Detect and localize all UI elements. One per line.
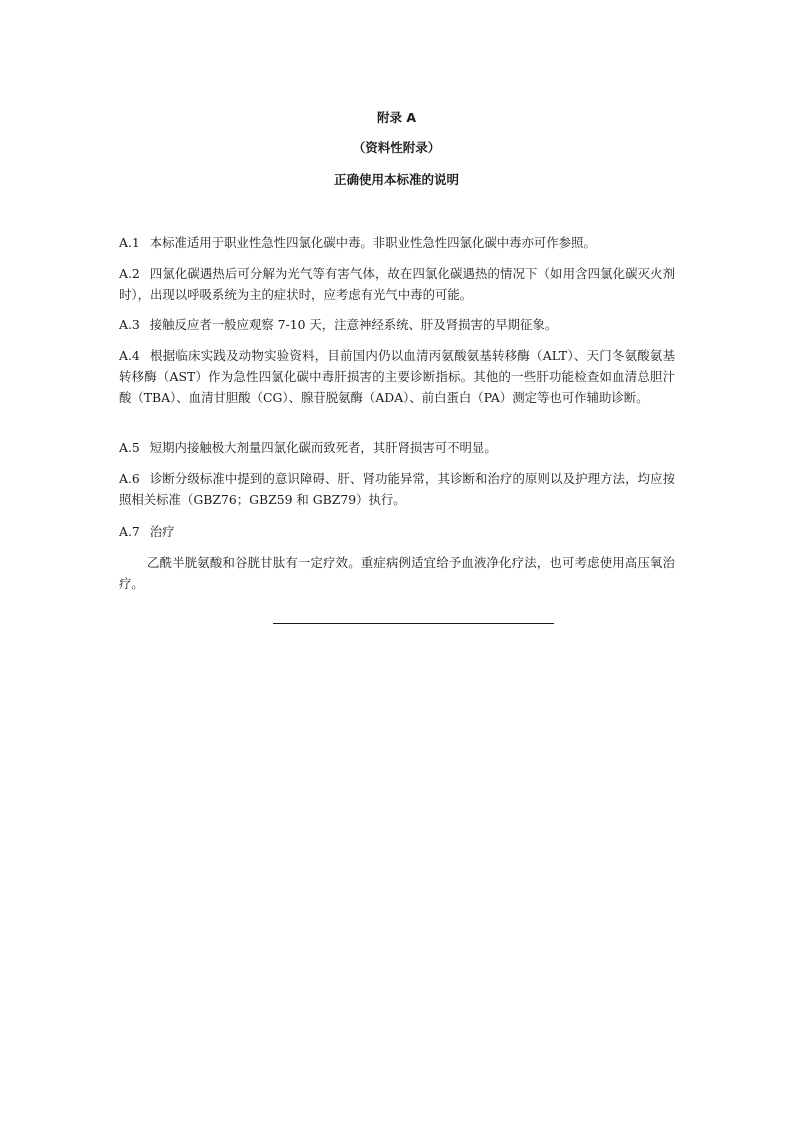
- clause-a3: [119, 314, 675, 335]
- clause-number: A.7: [119, 524, 140, 539]
- clause-a2: [119, 263, 675, 305]
- clause-text: 短期内接触极大剂量四氯化碳而致死者，其肝肾损害可不明显。: [149, 440, 497, 455]
- clause-number: A.3: [119, 317, 140, 332]
- clause-text: 接触反应者一般应观察 7-10 天，注意神经系统、肝及肾损害的早期征象。: [149, 317, 558, 332]
- clause-number: A.5: [119, 440, 140, 455]
- clause-a7: [119, 521, 675, 542]
- clause-text: 诊断分级标准中提到的意识障碍、肝、肾功能异常，其诊断和治疗的原则以及护理方法，均应按照相关标准（GBZ76；GBZ59 和 GBZ79）执行。: [119, 471, 675, 507]
- clause-text: 四氯化碳遇热后可分解为光气等有害气体，故在四氯化碳遇热的情况下（如用含四氯化碳灭火剂时），出现以呼吸系统为主的症状时，应考虑有光气中毒的可能。: [119, 266, 675, 302]
- appendix-title: 附录 A: [376, 110, 417, 125]
- clause-text: 本标准适用于职业性急性四氯化碳中毒。非职业性急性四氯化碳中毒亦可作参照。: [149, 235, 596, 250]
- clause-number: A.1: [119, 235, 140, 250]
- clause-a6: [119, 468, 675, 510]
- clause-a1: [119, 232, 675, 253]
- end-of-document-rule: [273, 623, 554, 624]
- clause-text: 治疗: [149, 524, 175, 539]
- clause-text: 根据临床实践及动物实验资料，目前国内仍以血清丙氨酸氨基转移酶（ALT）、天门冬氨酸氨基转移酶（AST）作为急性四氯化碳中毒肝损害的主要诊断指标。其他的一些肝功能检查如血清总胆汁酸（TBA）、血清甘胆酸（CG）、腺苷脱氨酶（ADA）、前白蛋白（PA）测定等也可作辅助诊断。: [119, 348, 675, 405]
- treatment-paragraph: 乙酰半胱氨酸和谷胱甘肽有一定疗效。重症病例适宜给予血液净化疗法，也可考虑使用高压氧治疗。: [119, 555, 675, 591]
- appendix-type: （资料性附录）: [352, 140, 441, 155]
- clause-a5: [119, 437, 675, 458]
- clause-number: A.4: [119, 348, 140, 363]
- clause-number: A.2: [119, 266, 140, 281]
- clause-number: A.6: [119, 471, 140, 486]
- appendix-subtitle: 正确使用本标准的说明: [333, 172, 459, 187]
- clause-a4: [119, 345, 675, 408]
